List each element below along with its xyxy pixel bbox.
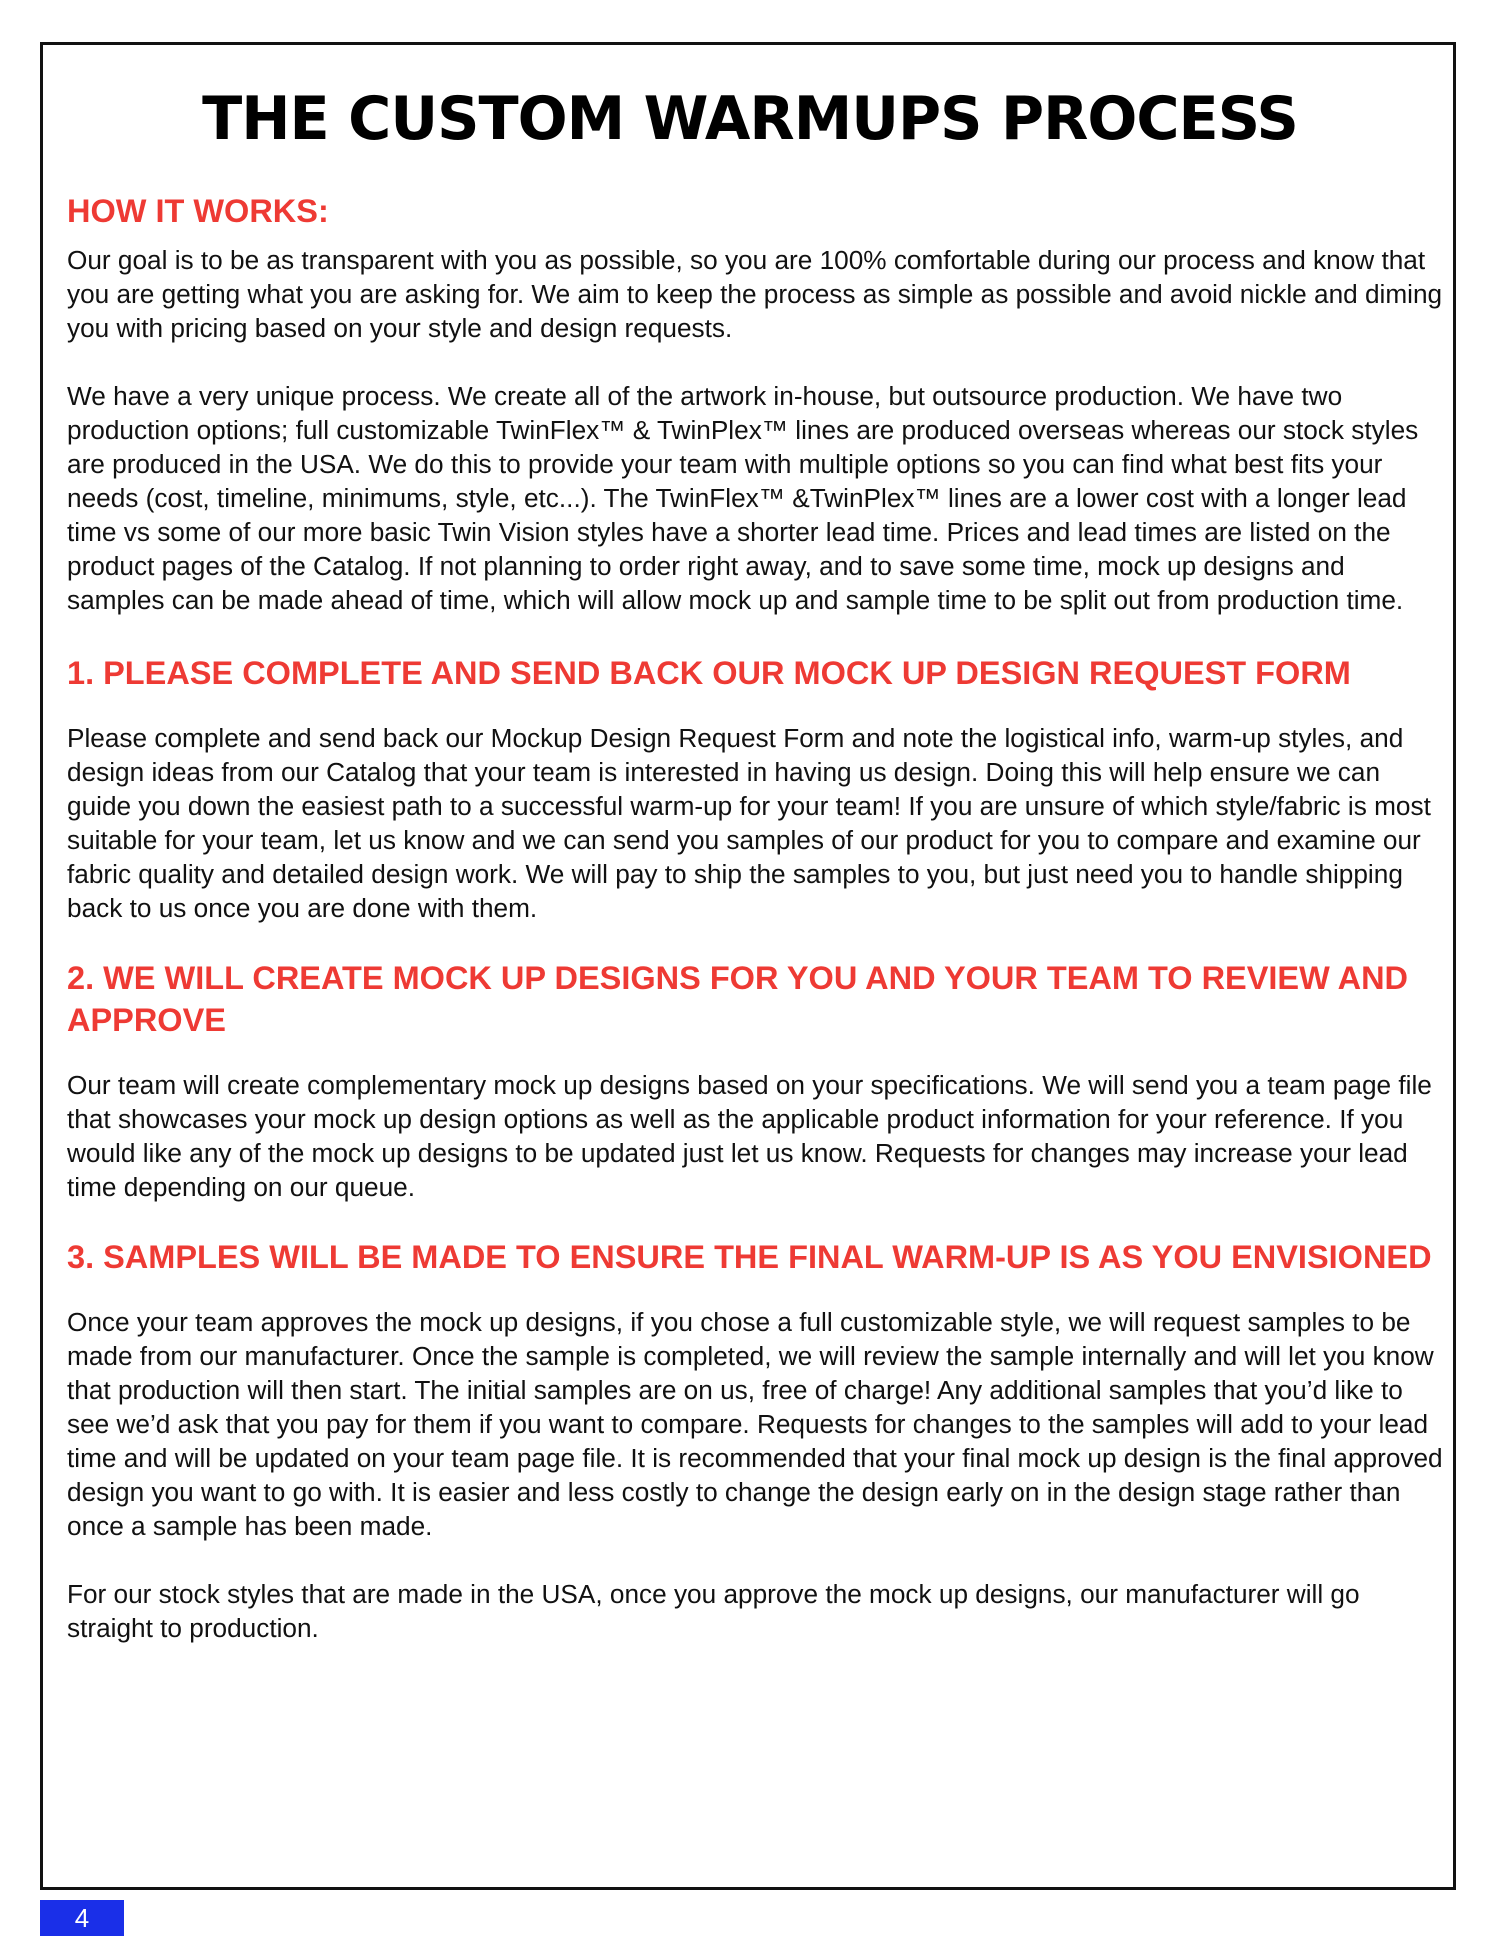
section-heading-step-2: 2. WE WILL CREATE MOCK UP DESIGNS FOR YOU AND YOUR TEAM TO REVIEW AND APPROVE: [67, 960, 1409, 1038]
paragraph-step-3-samples: Once your team approves the mock up designs, if you chose a full customizable style, we will request samples to be made from our manufacturer. Once the sample is completed, we will review the sample internally and will let you know that production will then start. The initial samples are on us, free of charge! Any additional samples that you’d like to see we’d ask that you pay for them if you want to compare. Requests for changes to the samples will add to your lead time and will be updated on your team page file. It is recommended that your final mock up design is the final approved design you want to go with. It is easier and less costly to change the design early on in the design stage rather than once a sample has been made.: [67, 1307, 1443, 1541]
section-heading-step-1: 1. PLEASE COMPLETE AND SEND BACK OUR MOCK UP DESIGN REQUEST FORM: [67, 655, 1351, 691]
document-body: [67, 190, 1447, 1645]
page-title: THE CUSTOM WARMUPS PROCESS: [202, 84, 1298, 154]
paragraph-unique-process: We have a very unique process. We create all of the artwork in-house, but outsource production. We have two production options; full customizable TwinFlex™ & TwinPlex™ lines are produced overseas whereas our stock styles are produced in the USA. We do this to provide your team with multiple options so you can find what best fits your needs (cost, timeline, minimums, style, etc...). The TwinFlex™ &TwinPlex™ lines are a lower cost with a longer lead time vs some of our more basic Twin Vision styles have a shorter lead time. Prices and lead times are listed on the product pages of the Catalog. If not planning to order right away, and to save some time, mock up designs and samples can be made ahead of time, which will allow mock up and sample time to be split out from production time.: [67, 381, 1419, 615]
paragraph-step-2: Our team will create complementary mock up designs based on your specifications. We will send you a team page file that showcases your mock up design options as well as the applicable product information for your reference. If you would like any of the mock up designs to be updated just let us know. Requests for changes may increase your lead time depending on our queue.: [67, 1070, 1432, 1202]
section-heading-step-3: 3. SAMPLES WILL BE MADE TO ENSURE THE FINAL WARM-UP IS AS YOU ENVISIONED: [67, 1239, 1432, 1275]
page-number-badge: 4: [40, 1900, 124, 1936]
paragraph-step-1: Please complete and send back our Mockup Design Request Form and note the logistical info, warm-up styles, and design ideas from our Catalog that your team is interested in having us design. Doing this will help ensure we can guide you down the easiest path to a successful warm-up for your team! If you are unsure of which style/fabric is most suitable for your team, let us know and we can send you samples of our product for you to compare and examine our fabric quality and detailed design work. We will pay to ship the samples to you, but just need you to handle shipping back to us once you are done with them.: [67, 723, 1431, 923]
paragraph-step-3-stock-styles: For our stock styles that are made in the USA, once you approve the mock up designs, our manufacturer will go straight to production.: [67, 1579, 1360, 1643]
paragraph-goal: Our goal is to be as transparent with you as possible, so you are 100% comfortable during our process and know that you are getting what you are asking for. We aim to keep the process as simple as possible and avoid nickle and diming you with pricing based on your style and design requests.: [67, 245, 1443, 343]
section-heading-how-it-works: HOW IT WORKS:: [67, 193, 329, 229]
